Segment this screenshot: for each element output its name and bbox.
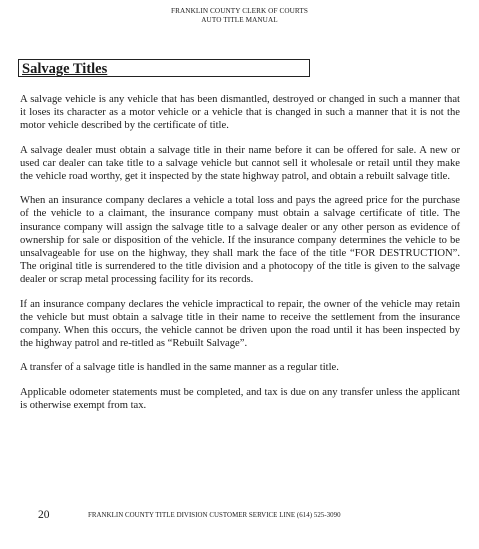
page-number: 20 <box>38 509 50 521</box>
paragraph-salvage-definition: A salvage vehicle is any vehicle that has been dismantled, destroyed or changed in such a manner that it loses its character as a motor vehicle or a vehicle that is changed in such a manner that it is not the motor vehicle described by the certificate of title. <box>20 94 460 132</box>
paragraph-insurance-total-loss: When an insurance company declares a vehicle a total loss and pays the agreed price for the purchase of the vehicle to a claimant, the insurance company must obtain a salvage certificate of title. The insurance company will assign the salvage title to a salvage dealer or any other person as evidence of ownership for sale or disposition of the vehicle. If the insurance company determines the vehicle to be unsalvageable for use on the highway, they shall mark the face of the title “FOR DESTRUCTION”. The original title is surrendered to the title division and a photocopy of the title is given to the salvage dealer or scrap metal processing facility for its records. <box>20 195 460 286</box>
paragraph-salvage-transfer: A transfer of a salvage title is handled in the same manner as a regular title. <box>20 362 339 374</box>
page-header <box>0 7 479 25</box>
footer-service-line: FRANKLIN COUNTY TITLE DIVISION CUSTOMER SERVICE LINE (614) 525-3090 <box>88 512 341 519</box>
paragraph-salvage-dealer: A salvage dealer must obtain a salvage title in their name before it can be offered for sale. A new or used car dealer can take title to a salvage vehicle but cannot sell it wholesale or retail until they make the vehicle road worthy, get it inspected by the state highway patrol, and obtain a rebuilt salvage title. <box>20 144 460 183</box>
header-office-name: FRANKLIN COUNTY CLERK OF COURTS <box>171 7 308 15</box>
page-footer <box>38 508 458 522</box>
paragraph-odometer-tax: Applicable odometer statements must be completed, and tax is due on any transfer unless the applicant is otherwise exempt from tax. <box>20 386 460 411</box>
section-title-box <box>18 59 310 77</box>
paragraph-owner-retains-vehicle: If an insurance company declares the vehicle impractical to repair, the owner of the vehicle may retain the vehicle but must obtain a salvage title in their name to receive the settlement from the insurance company. When this occurs, the vehicle cannot be driven upon the road until it has been inspected by the highway patrol and re-titled as “Rebuilt Salvage”. <box>20 298 460 350</box>
document-body <box>20 93 460 423</box>
header-manual-name: AUTO TITLE MANUAL <box>201 16 278 24</box>
section-title: Salvage Titles <box>22 61 108 77</box>
